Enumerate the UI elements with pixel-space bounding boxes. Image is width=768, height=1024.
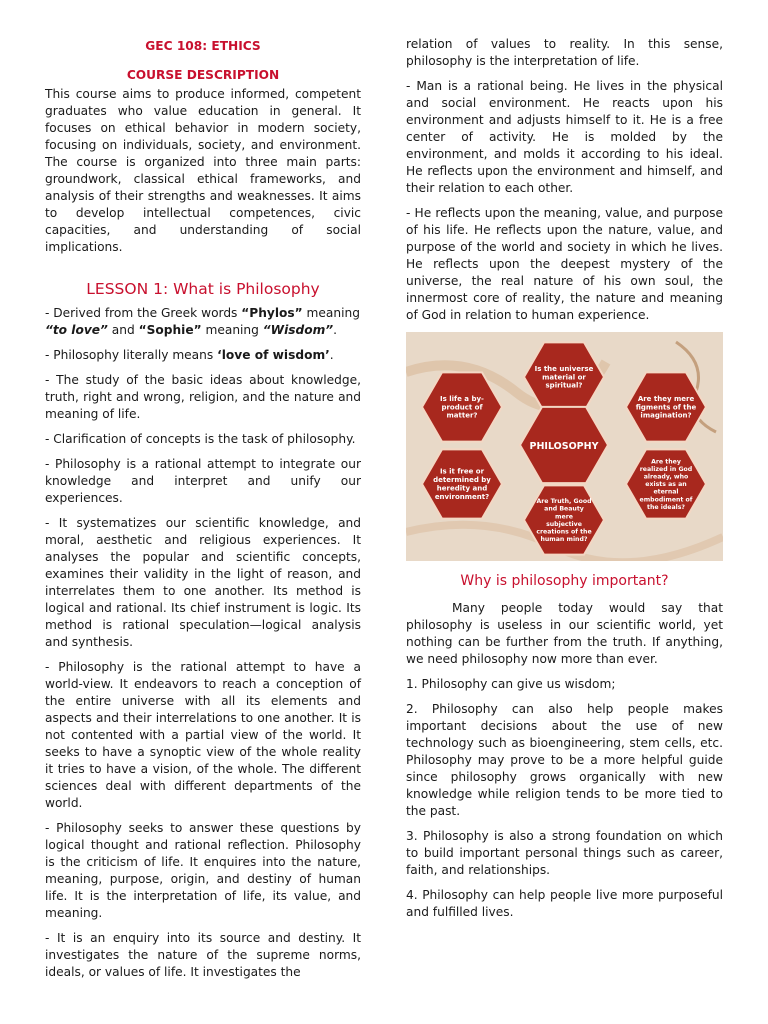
text: meaning — [201, 323, 263, 337]
hexagon-question-text: heredity and — [436, 484, 488, 493]
hexagon-question-text: creations of the — [536, 528, 592, 536]
body-paragraph: - Clarification of concepts is the task of philosophy. — [45, 432, 356, 446]
term-phylos: “Phylos” — [241, 306, 303, 320]
hexagon-question-text: realized in God — [639, 465, 693, 473]
hexagon-question-text: exists as an — [645, 481, 687, 489]
hexagon-question-text: mere — [555, 513, 573, 521]
text: . — [333, 323, 338, 337]
hexagon-question-text: Are they mere — [637, 394, 695, 403]
course-description-text: This course aims to produce informed, competent graduates who value education in general. It focuses on ethical behavior in modern society, focusing on individuals, society, and environment. The course is organized into three main parts: groundwork, classical ethical frameworks, and analysis of their strengths and weaknesses. It aims to develop intellectual competences, civic capacities, and understanding of social implications. — [45, 87, 361, 254]
hexagon-question-text: figments of the — [635, 403, 697, 412]
hexagon-question-text: eternal — [653, 488, 679, 496]
course-code: GEC 108: ETHICS — [145, 39, 261, 53]
hexagon-question-text: the ideals? — [646, 503, 686, 511]
hexagon-question-text: material or — [542, 373, 586, 382]
term-love-of-wisdom: ‘love of wisdom’ — [217, 348, 330, 362]
term-sophie: “Sophie” — [138, 323, 202, 337]
hexagon-question-text: already, who — [643, 473, 689, 481]
hexagon-question-text: and Beauty — [544, 505, 584, 513]
hexagon-question-text: Is it free or — [439, 467, 485, 476]
hexagon-question-text: subjective — [546, 520, 582, 528]
literally-paragraph — [45, 347, 361, 364]
body-paragraph: - Philosophy seeks to answer these questions by logical thought and rational reflection. Philosophy is the criticism of life. It enquires into the nature, meaning, purpose, origin, and destiny of human life. It is the interpretation of life, its value, and meaning. — [45, 821, 361, 920]
philosophy-questions-figure — [406, 332, 723, 561]
hexagon-question-text: environment? — [434, 492, 490, 501]
list-item: 1. Philosophy can give us wisdom; — [406, 677, 616, 691]
left-column — [45, 0, 361, 989]
body-paragraph: - Philosophy is the rational attempt to have a world-view. It endeavors to reach a conception of the entire universe with all its elements and aspects and their interrelations to one another. It is not contented with a partial view of the world. It seeks to have a synoptic view of the whole reality it tries to have a vision, of the whole. The different sciences deal with different departments of the world. — [45, 660, 361, 810]
text: and — [107, 323, 139, 337]
why-philosophy-heading: Why is philosophy important? — [460, 573, 669, 589]
center-label: PHILOSOPHY — [529, 441, 599, 452]
hexagon-question-text: Are Truth, Good — [536, 498, 592, 506]
list-item: 4. Philosophy can help people live more purposeful and fulfilled lives. — [406, 888, 723, 919]
body-paragraph: - It systematizes our scientific knowledge, and moral, aesthetic and religious experiences. It analyses the popular and scientific concepts, examines their validity in the light of reason, and interrelates them to one another. Its method is logical and rational. Its chief instrument is logic. Its method is rational speculation—logical analysis and synthesis. — [45, 516, 361, 649]
list-item: 2. Philosophy can also help people makes important decisions about the use of new technology such as bioengineering, stem cells, etc. Philosophy may prove to be a more helpful guide since philosophy grows organically with new knowledge while religion tends to be more tied to the past. — [406, 702, 723, 818]
list-item: 3. Philosophy is also a strong foundation on which to build important personal things such as career, faith, and relationships. — [406, 829, 723, 877]
hexagon-diagram — [406, 332, 723, 561]
body-paragraph: - It is an enquiry into its source and destiny. It investigates the nature of the supreme norms, ideals, or values of life. It investigates the — [45, 931, 361, 979]
term-to-love: “to love” — [45, 323, 108, 337]
course-description-heading: COURSE DESCRIPTION — [126, 68, 280, 82]
hexagon-question-text: imagination? — [640, 411, 692, 420]
hexagon-question-text: spiritual? — [545, 381, 583, 390]
hexagon-question-text: Are they — [651, 458, 681, 466]
body-paragraph: Many people today would say that philosophy is useless in our scientific world, yet nothing can be further from the truth. If anything, we need philosophy now more than ever. — [406, 601, 723, 666]
hexagon-question-text: matter? — [446, 411, 478, 420]
text: meaning — [302, 306, 360, 320]
body-paragraph: - Philosophy is a rational attempt to integrate our knowledge and interpret and unify our experiences. — [45, 457, 361, 505]
hexagon-question-text: Is life a by- — [440, 394, 484, 403]
hexagon-question-text: product of — [441, 403, 483, 412]
lesson-title: LESSON 1: What is Philosophy — [86, 280, 320, 298]
derived-paragraph — [45, 305, 361, 339]
body-paragraph: - The study of the basic ideas about knowledge, truth, right and wrong, religion, and the nature and meaning of life. — [45, 373, 361, 421]
hexagon-question-text: determined by — [433, 476, 491, 485]
body-paragraph: - He reflects upon the meaning, value, and purpose of his life. He reflects upon the nature, value, and purpose of the world and society in which he lives. He reflects upon the deepest mystery of the universe, the real nature of his own soul, the innermost core of reality, the nature and meaning of God in relation to human experience. — [406, 206, 723, 322]
text: - Philosophy literally means — [45, 348, 218, 362]
hexagon-question-text: human mind? — [540, 536, 588, 544]
term-wisdom: “Wisdom” — [262, 323, 334, 337]
text: . — [329, 348, 334, 362]
hexagon-question-text: Is the universe — [534, 364, 594, 373]
hexagon-question-text: embodiment of — [639, 496, 693, 504]
text: - Derived from the Greek words — [45, 306, 242, 320]
body-paragraph: - Man is a rational being. He lives in the physical and social environment. He reacts upon his environment and adjusts himself to it. He is a free center of activity. He is molded by the environment, and molds it according to his ideal. He reflects upon the environment and himself, and their relation to each other. — [406, 79, 723, 195]
body-paragraph: relation of values to reality. In this sense, philosophy is the interpretation of life. — [406, 37, 723, 68]
right-column — [406, 0, 723, 929]
